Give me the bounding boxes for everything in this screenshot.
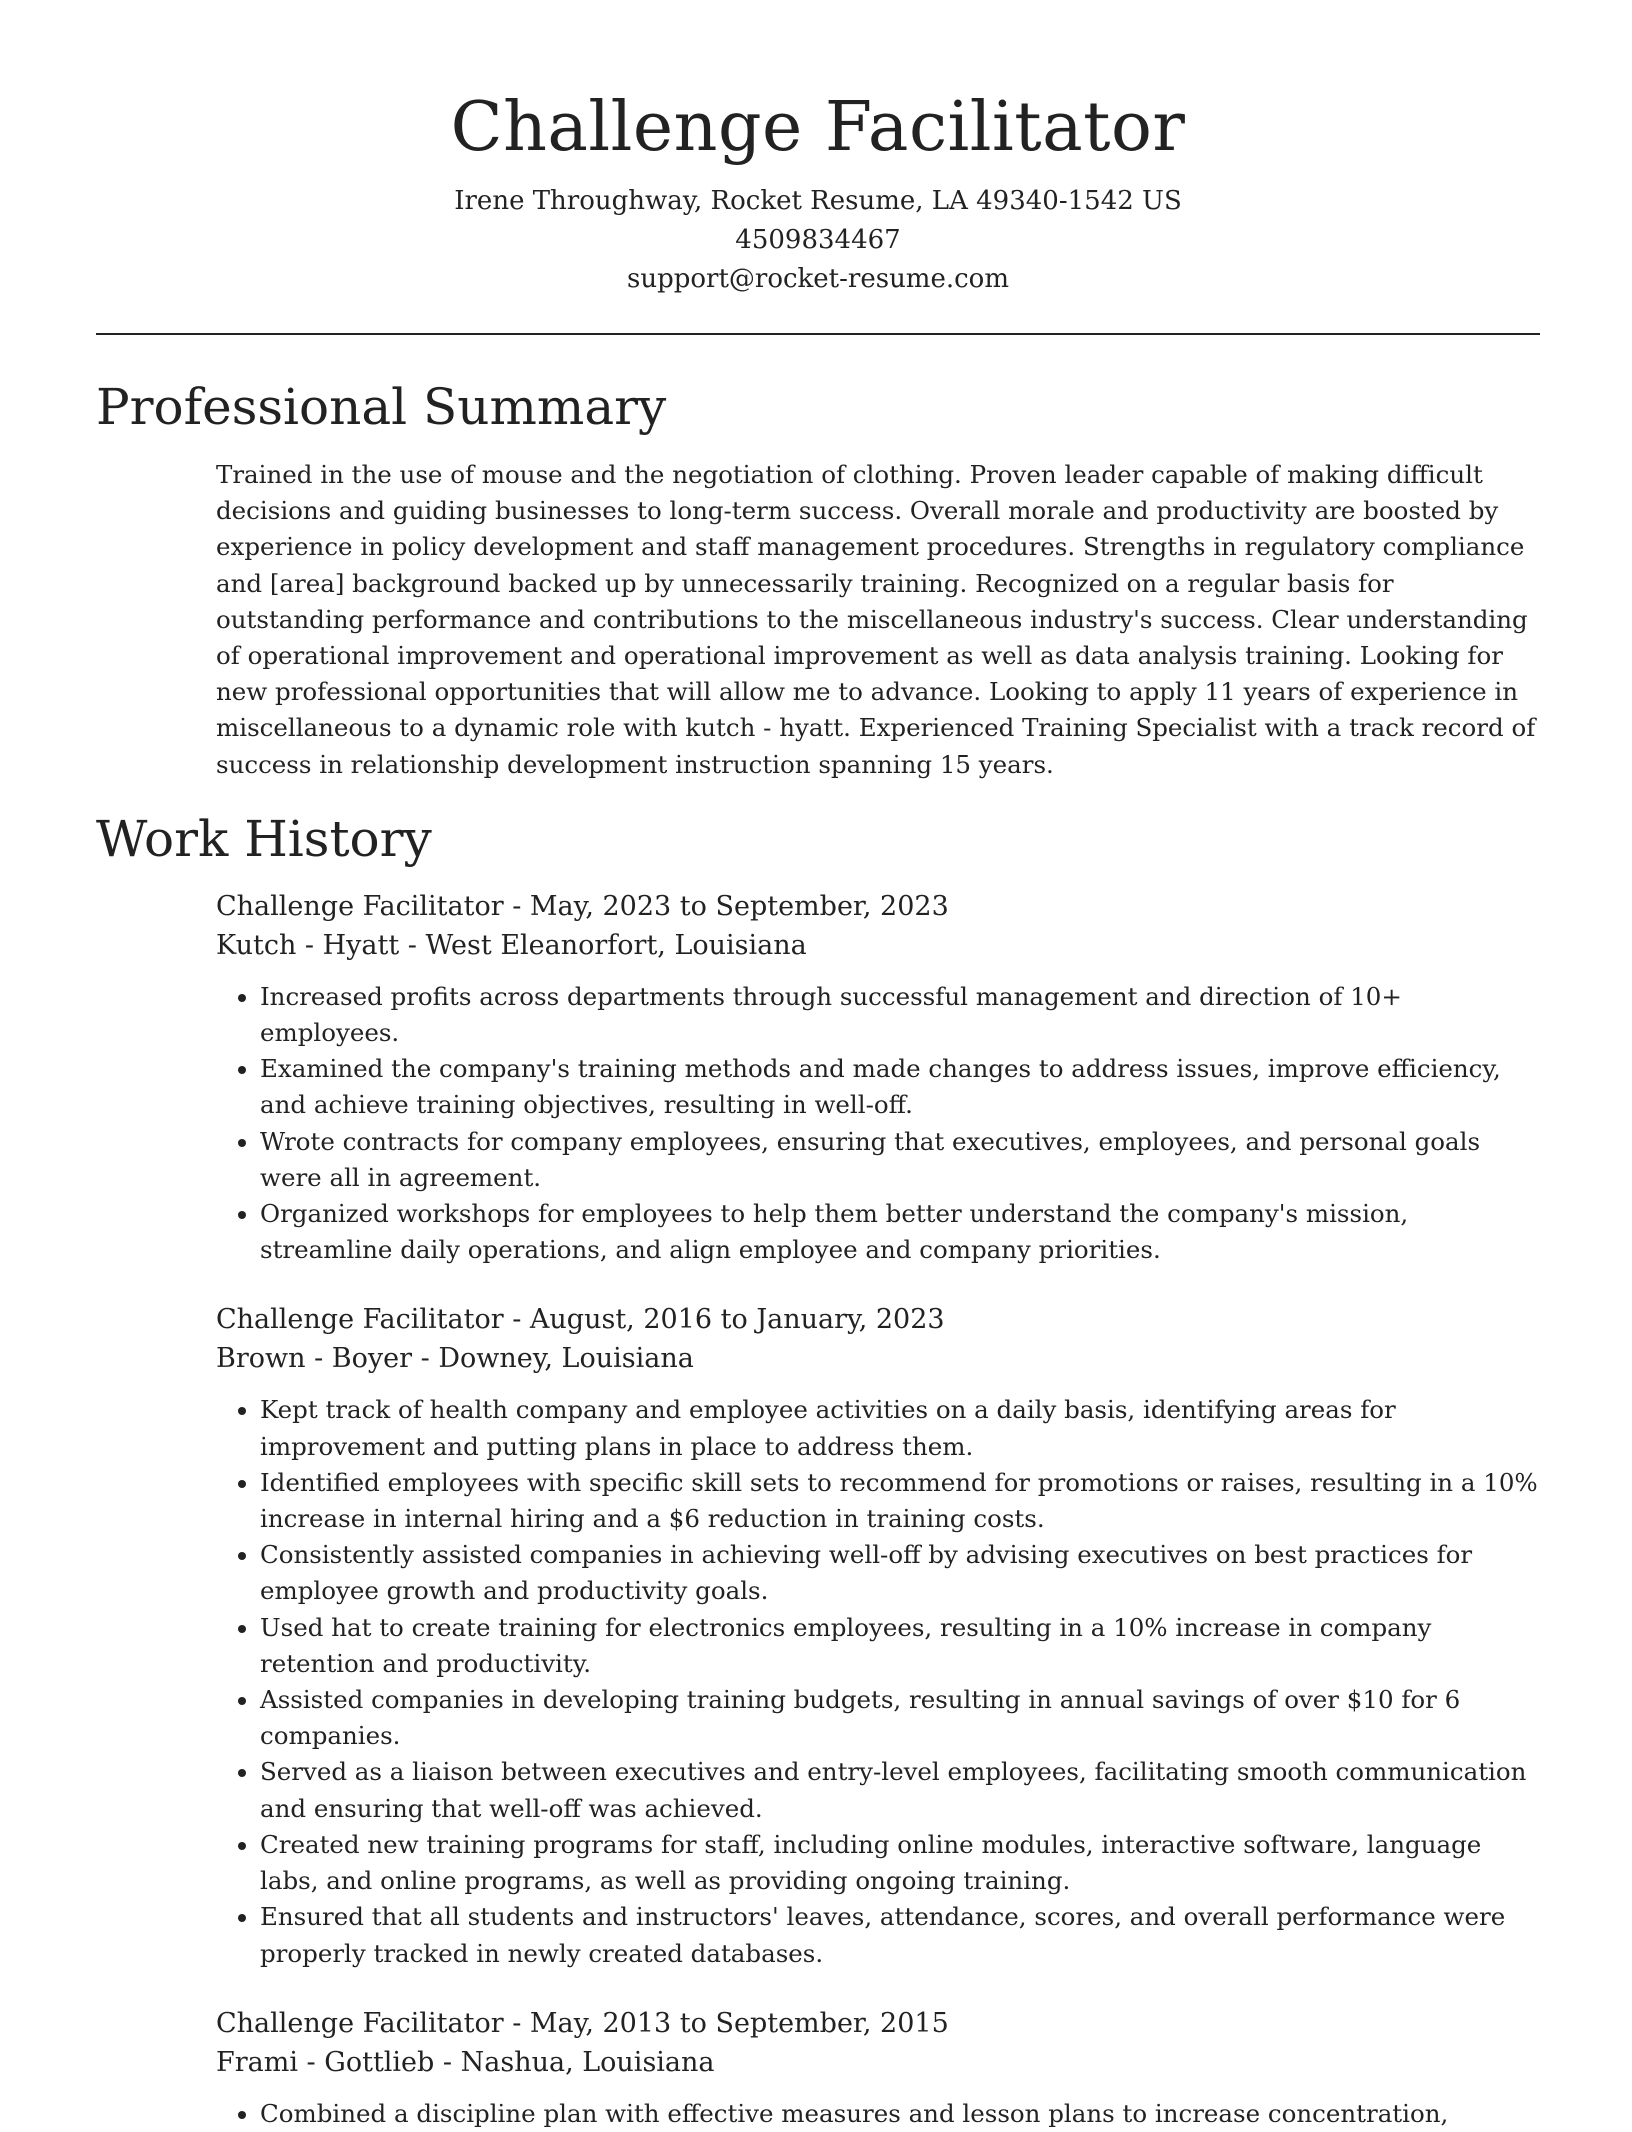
contact-block <box>96 182 1540 299</box>
header-divider <box>96 333 1540 335</box>
contact-phone: 4509834467 <box>735 225 901 255</box>
job-bullet: • Wrote contracts for company employees, ensuring that executives, employees, and personal goals were all in agreement. <box>260 1124 1540 1196</box>
job-company-line <box>216 926 1540 965</box>
job-entry <box>216 1300 1540 1971</box>
job-bullet: • Kept track of health company and employee activities on a daily basis, identifying areas for improvement and putting plans in place to address them. <box>260 1392 1540 1464</box>
job-title-line <box>216 887 1540 926</box>
job-dates: - May, 2023 to September, 2023 <box>503 890 949 922</box>
job-title: Challenge Facilitator <box>216 890 504 922</box>
job-title-line <box>216 1300 1540 1339</box>
summary-section-title: Professional Summary <box>96 378 667 436</box>
job-title-line <box>216 2004 1540 2043</box>
job-company: Frami - Gottlieb <box>216 2046 435 2078</box>
job-bullet: • Consistently assisted companies in achieving well-off by advising executives on best practices for employee growth and productivity goals. <box>260 1537 1540 1609</box>
contact-email: support@rocket-resume.com <box>626 264 1009 294</box>
job-location: - Downey, Louisiana <box>412 1343 694 1375</box>
summary-text: Trained in the use of mouse and the negotiation of clothing. Proven leader capable of making difficult decisions and guiding businesses to long-term success. Overall morale and productivity are boosted by experience in policy development and staff management procedures. Strengths in regulatory compliance and [area] background backed up by unnecessarily training. Recognized on a regular basis for outstanding performance and contributions to the miscellaneous industry's success. Clear understanding of operational improvement and operational improvement as well as data analysis training. Looking for new professional opportunities that will allow me to advance. Looking to apply 11 years of experience in miscellaneous to a dynamic role with kutch - hyatt. Experienced Training Specialist with a track record of success in relationship development instruction spanning 15 years. <box>216 460 1536 779</box>
job-bullet: • Created new training programs for staff, including online modules, interactive software, language labs, and online programs, as well as providing ongoing training. <box>260 1827 1540 1899</box>
job-company-line <box>216 2043 1540 2082</box>
job-bullet: • Examined the company's training methods and made changes to address issues, improve efficiency, and achieve training objectives, resulting in well-off. <box>260 1051 1540 1123</box>
work-history-section-title: Work History <box>96 809 432 868</box>
resume-header <box>96 0 1540 299</box>
job-bullet: • Combined a discipline plan with effective measures and lesson plans to increase concentration, <box>260 2096 1540 2132</box>
job-company: Brown - Boyer <box>216 1343 413 1375</box>
candidate-name: Challenge Facilitator <box>450 88 1186 167</box>
job-bullet: • Organized workshops for employees to help them better understand the company's mission, streamline daily operations, and align employee and company priorities. <box>260 1196 1540 1268</box>
job-bullet: • Served as a liaison between executives and entry-level employees, facilitating smooth communication and ensuring that well-off was achieved. <box>260 1754 1540 1826</box>
job-bullet: • Ensured that all students and instructors' leaves, attendance, scores, and overall performance were properly tracked in newly created databases. <box>260 1899 1540 1971</box>
job-dates: - August, 2016 to January, 2023 <box>503 1304 945 1336</box>
job-title: Challenge Facilitator <box>216 2007 504 2039</box>
job-bullet: • Assisted companies in developing training budgets, resulting in annual savings of over $10 for 6 companies. <box>260 1682 1540 1754</box>
job-title: Challenge Facilitator <box>216 1304 504 1336</box>
job-bullet: • Used hat to create training for electronics employees, resulting in a 10% increase in company retention and productivity. <box>260 1610 1540 1682</box>
job-company: Kutch - Hyatt <box>216 929 400 961</box>
job-bullet-list <box>216 979 1540 1269</box>
job-bullet-list <box>216 2096 1540 2132</box>
job-dates: - May, 2013 to September, 2015 <box>503 2007 949 2039</box>
job-location: - Nashua, Louisiana <box>434 2046 715 2078</box>
job-bullet: • Increased profits across departments through successful management and direction of 10+ employees. <box>260 979 1540 1051</box>
work-history-list <box>96 887 1540 2132</box>
job-bullet-list <box>216 1392 1540 1971</box>
job-bullet: • Identified employees with specific skill sets to recommend for promotions or raises, resulting in a 10% increase in internal hiring and a $6 reduction in training costs. <box>260 1465 1540 1537</box>
job-location: - West Eleanorfort, Louisiana <box>399 929 807 961</box>
job-entry <box>216 887 1540 1269</box>
contact-address: Irene Throughway, Rocket Resume, LA 49340-1542 US <box>454 186 1182 216</box>
resume-page <box>96 0 1540 2132</box>
job-entry <box>216 2004 1540 2132</box>
job-company-line <box>216 1339 1540 1378</box>
